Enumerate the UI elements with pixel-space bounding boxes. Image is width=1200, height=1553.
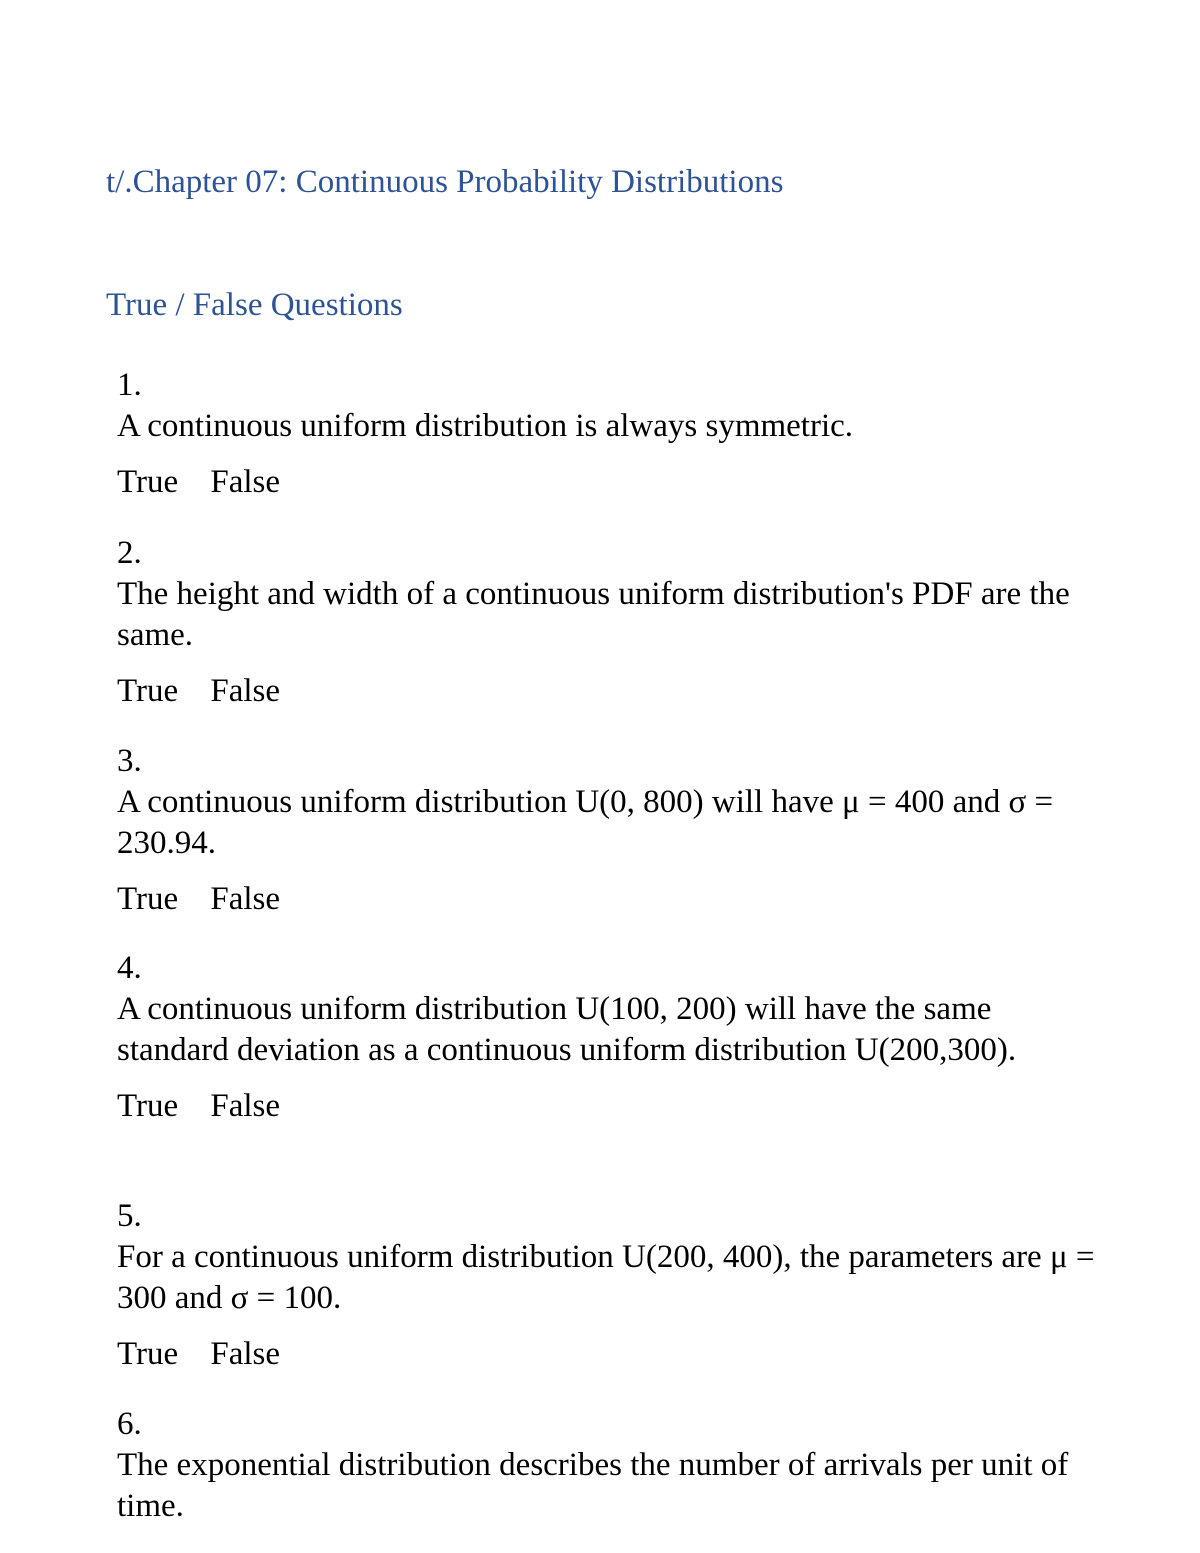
answer-options	[117, 462, 1107, 503]
option-true[interactable]: True	[117, 673, 179, 709]
option-false[interactable]: False	[210, 1088, 281, 1124]
question-2	[117, 533, 1107, 712]
question-4	[117, 948, 1107, 1127]
question-text: The exponential distribution describes the number of arrivals per unit of time.	[117, 1447, 1069, 1524]
question-number: 6.	[117, 1406, 142, 1442]
section-title: True / False Questions	[106, 287, 403, 323]
question-text: For a continuous uniform distribution U(200, 400), the parameters are μ = 300 and σ = 100.	[117, 1239, 1095, 1316]
question-number: 3.	[117, 743, 142, 779]
option-false[interactable]: False	[210, 881, 281, 917]
option-false[interactable]: False	[210, 673, 281, 709]
answer-options	[117, 879, 1107, 920]
question-5	[117, 1196, 1107, 1375]
option-false[interactable]: False	[210, 1336, 281, 1372]
question-1	[117, 365, 1107, 503]
question-number: 2.	[117, 535, 142, 571]
option-true[interactable]: True	[117, 464, 179, 500]
question-text: The height and width of a continuous uniform distribution's PDF are the same.	[117, 576, 1070, 653]
option-true[interactable]: True	[117, 1088, 179, 1124]
chapter-title: t/.Chapter 07: Continuous Probability Distributions	[106, 164, 784, 200]
answer-options	[117, 671, 1107, 712]
question-3	[117, 741, 1107, 920]
answer-options	[117, 1086, 1107, 1127]
question-6	[117, 1404, 1107, 1527]
question-text: A continuous uniform distribution U(100, 200) will have the same standard deviation as a continuous uniform distribution U(200,300).	[117, 991, 1017, 1068]
question-number: 1.	[117, 367, 142, 403]
question-text: A continuous uniform distribution U(0, 800) will have μ = 400 and σ = 230.94.	[117, 784, 1054, 861]
question-number: 5.	[117, 1198, 142, 1234]
option-false[interactable]: False	[210, 464, 281, 500]
option-true[interactable]: True	[117, 881, 179, 917]
question-text: A continuous uniform distribution is always symmetric.	[117, 408, 854, 444]
question-number: 4.	[117, 950, 142, 986]
option-true[interactable]: True	[117, 1336, 179, 1372]
answer-options	[117, 1334, 1107, 1375]
